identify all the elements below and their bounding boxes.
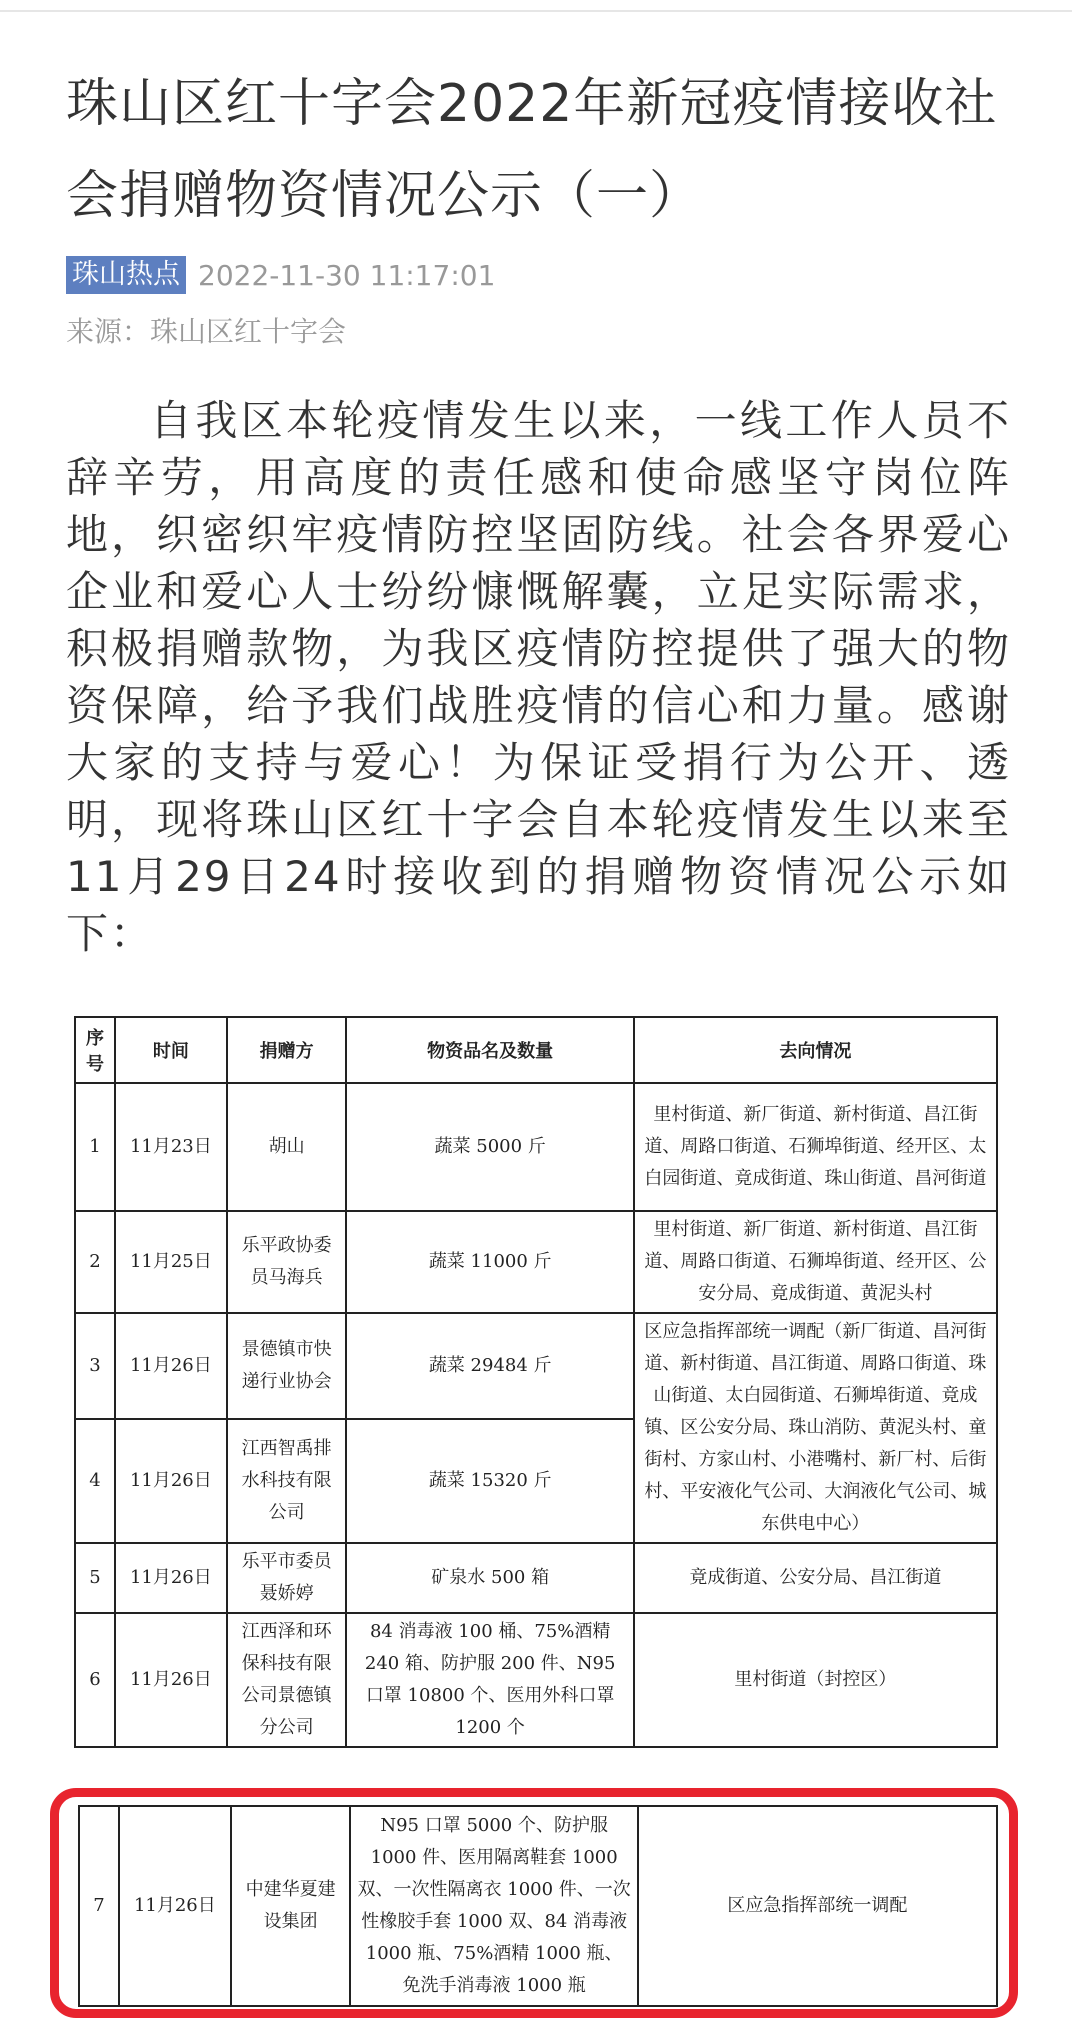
cell-no: 6 <box>75 1613 115 1747</box>
table-row <box>75 1543 997 1613</box>
body-paragraph: 自我区本轮疫情发生以来，一线工作人员不辞辛劳，用高度的责任感和使命感坚守岗位阵地，织密织牢疫情防控坚固防线。社会各界爱心企业和爱心人士纷纷慷慨解囊，立足实际需求，积极捐赠款物，为我区疫情防控提供了强大的物资保障，给予我们战胜疫情的信心和力量。感谢大家的支持与爱心！为保证受捐行为公开、透明，现将珠山区红十字会自本轮疫情发生以来至11月29日24时接收到的捐赠物资情况公示如下： <box>66 396 1011 958</box>
article-title: 珠山区红十字会2022年新冠疫情接收社会捐赠物资情况公示（一） <box>66 74 998 226</box>
top-divider <box>0 10 1072 12</box>
cell-no: 7 <box>79 1806 119 2006</box>
header-items: 物资品名及数量 <box>346 1017 633 1083</box>
cell-donor: 中建华夏建设集团 <box>231 1806 351 2006</box>
header-dest: 去向情况 <box>634 1017 997 1083</box>
category-tag[interactable]: 珠山热点 <box>66 256 186 294</box>
cell-dest: 里村街道、新厂街道、新村街道、昌江街道、周路口街道、石狮埠街道、经开区、太白园街道、竟成街道、珠山街道、昌河街道 <box>634 1083 997 1211</box>
cell-items: N95 口罩 5000 个、防护服 1000 件、医用隔离鞋套 1000 双、一次性隔离衣 1000 件、一次性橡胶手套 1000 双、84 消毒液 1000 瓶、75%酒精 1000 瓶、免洗手消毒液 1000 瓶 <box>350 1806 637 2006</box>
table-row <box>75 1613 997 1747</box>
table-row <box>75 1313 997 1419</box>
header-no: 序号 <box>75 1017 115 1083</box>
cell-date: 11月25日 <box>115 1211 227 1313</box>
cell-date: 11月26日 <box>115 1613 227 1747</box>
cell-items: 84 消毒液 100 桶、75%酒精 240 箱、防护服 200 件、N95 口罩 10800 个、医用外科口罩 1200 个 <box>346 1613 633 1747</box>
cell-dest: 里村街道、新厂街道、新村街道、昌江街道、周路口街道、石狮埠街道、经开区、公安分局、竟成街道、黄泥头村 <box>634 1211 997 1313</box>
cell-no: 5 <box>75 1543 115 1613</box>
table-header-row <box>75 1017 997 1083</box>
cell-date: 11月23日 <box>115 1083 227 1211</box>
cell-dest: 区应急指挥部统一调配 <box>638 1806 997 2006</box>
cell-date: 11月26日 <box>115 1419 227 1543</box>
cell-items: 蔬菜 5000 斤 <box>346 1083 633 1211</box>
table-row <box>75 1211 997 1313</box>
cell-items: 蔬菜 11000 斤 <box>346 1211 633 1313</box>
cell-donor: 江西智禹排水科技有限公司 <box>227 1419 347 1543</box>
cell-dest: 区应急指挥部统一调配（新厂街道、昌河街道、新村街道、昌江街道、周路口街道、珠山街道、太白园街道、石狮埠街道、竟成镇、区公安分局、珠山消防、黄泥头村、童街村、方家山村、小港嘴村、新厂村、后街村、平安液化气公司、大润液化气公司、城东供电中心） <box>634 1313 997 1543</box>
cell-donor: 乐平市委员聂娇婷 <box>227 1543 347 1613</box>
table-row <box>75 1083 997 1211</box>
article-meta <box>66 255 495 295</box>
header-date: 时间 <box>115 1017 227 1083</box>
article-body <box>66 392 1011 962</box>
publish-datetime: 2022-11-30 11:17:01 <box>198 258 496 292</box>
donation-table <box>74 1016 998 1748</box>
cell-no: 4 <box>75 1419 115 1543</box>
header-donor: 捐赠方 <box>227 1017 347 1083</box>
red-highlight-box <box>50 1788 1018 2018</box>
cell-dest: 里村街道（封控区） <box>634 1613 997 1747</box>
cell-no: 3 <box>75 1313 115 1419</box>
cell-donor: 景德镇市快递行业协会 <box>227 1313 347 1419</box>
cell-donor: 乐平政协委员马海兵 <box>227 1211 347 1313</box>
cell-no: 2 <box>75 1211 115 1313</box>
cell-date: 11月26日 <box>115 1543 227 1613</box>
cell-date: 11月26日 <box>119 1806 231 2006</box>
cell-items: 矿泉水 500 箱 <box>346 1543 633 1613</box>
cell-dest: 竟成街道、公安分局、昌江街道 <box>634 1543 997 1613</box>
cell-no: 1 <box>75 1083 115 1211</box>
cell-items: 蔬菜 15320 斤 <box>346 1419 633 1543</box>
cell-donor: 江西泽和环保科技有限公司景德镇分公司 <box>227 1613 347 1747</box>
cell-items: 蔬菜 29484 斤 <box>346 1313 633 1419</box>
cell-date: 11月26日 <box>115 1313 227 1419</box>
cell-donor: 胡山 <box>227 1083 347 1211</box>
article-source: 来源：珠山区红十字会 <box>66 315 347 348</box>
